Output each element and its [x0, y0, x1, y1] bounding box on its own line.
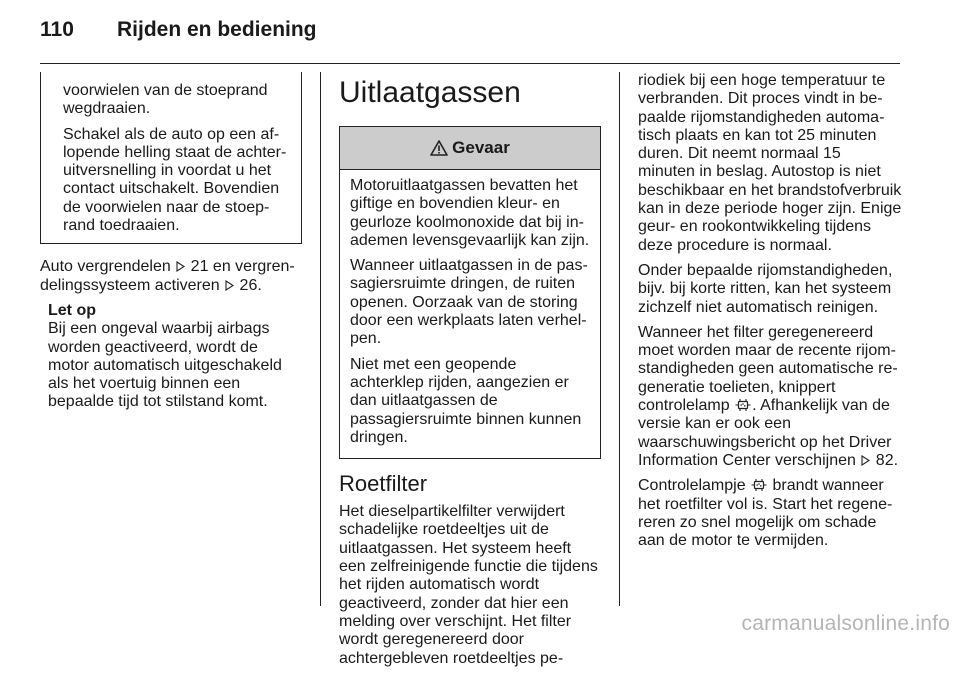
- body-paragraph: Het dieselpartikelfilter verwijdert schadelijke roetdeeltjes uit de uitlaatgassen. Het systeem heeft een zelfreinigende functie die tijdens het rijden automatisch wordt geactiveerd, zonder dat hier een melding over verschijnt. Het filter wordt geregenereerd door achtergebleven roetdeeltjes pe-: [339, 503, 598, 667]
- middle-column: [339, 72, 601, 675]
- triangle-right-icon: [225, 280, 234, 291]
- page-number: 110: [40, 18, 74, 41]
- danger-paragraph: Wanneer uitlaatgassen in de passagiersruimte dringen, de ruiten openen. Oorzaak van de storing door een werkplaats laten verhelpen.: [350, 257, 588, 348]
- danger-paragraph: Motoruitlaatgassen bevatten het giftige en bovendien kleur- en geurloze koolmonoxide dat bij inademen levensgevaarlijk kan zijn.: [350, 177, 590, 249]
- subsection-title: Roetfilter: [339, 471, 428, 497]
- danger-body: [340, 170, 600, 458]
- danger-box: [339, 126, 601, 459]
- continued-text-1: voorwielen van de stoeprand wegdraaien.: [63, 82, 268, 118]
- column-divider-2: [619, 72, 620, 606]
- column-divider-1: [320, 72, 321, 606]
- lock-reference-paragraph: Auto vergrendelen 21 en vergrendelingssysteem activeren 26.: [40, 258, 295, 294]
- section-title: Uitlaatgassen: [339, 76, 521, 109]
- page-reference[interactable]: 21: [190, 258, 209, 276]
- note-title: Let op: [48, 301, 96, 319]
- warning-triangle-icon: [430, 140, 448, 156]
- page-reference[interactable]: 26.: [239, 276, 262, 294]
- body-paragraph: Wanneer het filter geregenereerd moet worden maar de recente rijomstandigheden geen automatische regeneratie toelieten, knippert controlelamp . Afhankelijk van de versie kan er ook een waarschuwingsbericht op het Driver Information Center verschijnen 82.: [638, 323, 899, 469]
- body-paragraph: riodiek bij een hoge temperatuur te verbranden. Dit proces vindt in bepaalde rijomstandigheden automatisch plaats en kan tot 25 minuten duren. Dit neemt normaal 15 minuten in beslag. Autostop is niet beschikbaar en het brandstofverbruik kan in deze periode hoger zijn. Enige geur- en rookontwikkeling tijdens deze procedure is normaal.: [638, 72, 902, 254]
- danger-header: [340, 127, 600, 170]
- diesel-filter-lamp-icon: [751, 478, 767, 492]
- body-paragraph: Controlelampje brandt wanneer het roetfilter vol is. Start het regenereren zo snel mogelijk om schade aan de motor te vermijden.: [638, 477, 893, 550]
- watermark: carmanualsonline.info: [741, 612, 950, 635]
- left-column: [40, 72, 302, 412]
- triangle-right-icon: [861, 455, 870, 466]
- danger-paragraph: Niet met een geopende achterklep rijden, aangezien er dan uitlaatgassen de passagiersruimte binnen kunnen dringen.: [350, 355, 582, 446]
- diesel-filter-lamp-icon: [735, 398, 751, 412]
- continued-text-2: Schakel als de auto op een aflopende helling staat de achteruitversnelling in voordat u het contact uitschakelt. Bovendien de voorwielen naar de stoeprand toedraaien.: [63, 125, 287, 235]
- note-text: Bij een ongeval waarbij airbags worden geactiveerd, wordt de motor automatisch uitgeschakeld als het voertuig binnen een bepaalde tijd tot stilstand komt.: [48, 320, 282, 411]
- right-column: [638, 72, 902, 557]
- page-reference[interactable]: 82.: [875, 451, 899, 469]
- body-paragraph: Onder bepaalde rijomstandigheden, bijv. bij korte ritten, kan het systeem zichzelf niet automatisch reinigen.: [638, 261, 893, 316]
- continued-warning-box: [40, 72, 302, 244]
- danger-label: Gevaar: [452, 137, 510, 157]
- running-title: Rijden en bediening: [117, 18, 317, 41]
- note-block: [40, 302, 302, 412]
- header-rule: [40, 63, 900, 64]
- page-header: [40, 18, 900, 48]
- triangle-right-icon: [176, 261, 185, 272]
